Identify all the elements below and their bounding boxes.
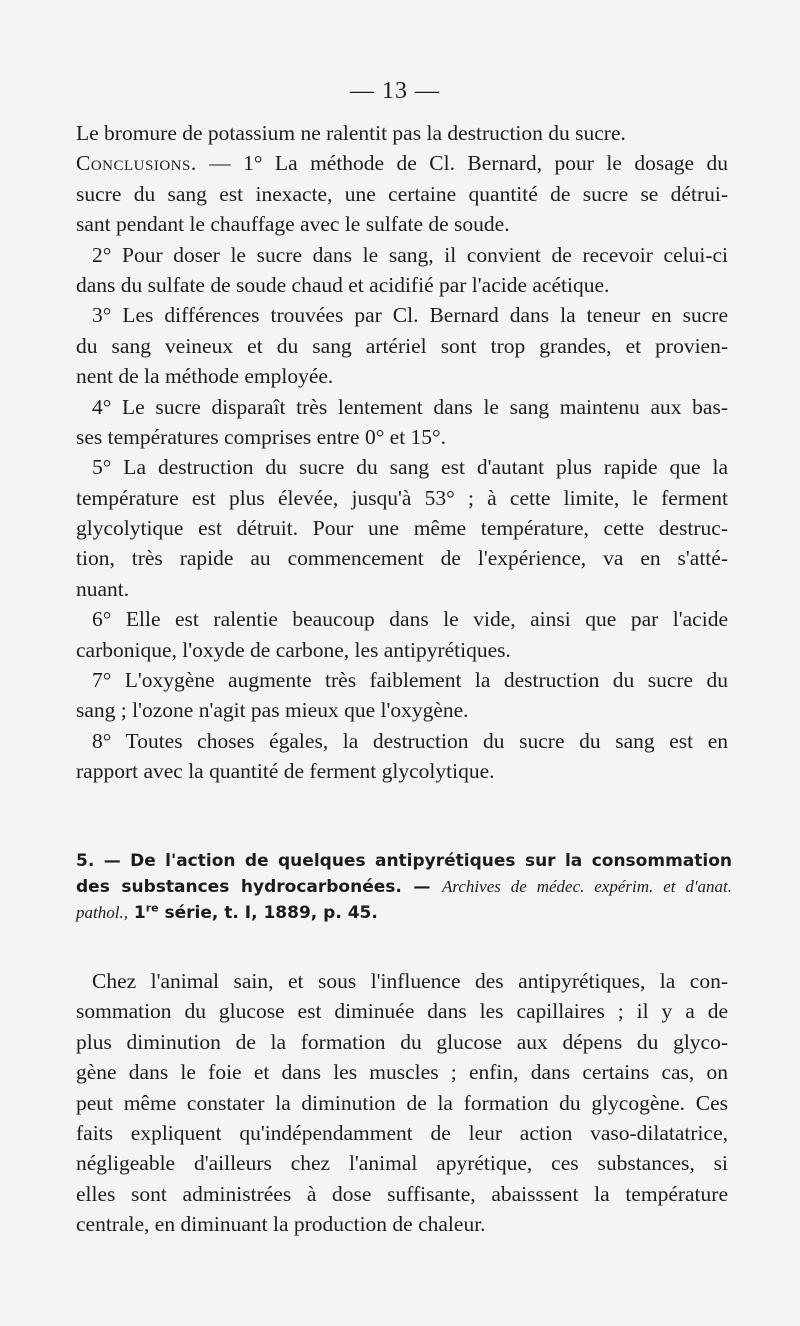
reference-series-info: série, t. I, 1889, p. 45. — [158, 903, 378, 923]
text-line: nuant. — [76, 576, 130, 601]
text-line: centrale, en diminuant la production de chaleur. — [76, 1212, 486, 1237]
text-line: rapport avec la quantité de ferment glycolytique. — [76, 759, 495, 784]
page-number: — 13 — — [350, 78, 440, 104]
text-line: tion, très rapide au commencement de l'expérience, va en s'atté- — [76, 546, 728, 571]
text-line: sucre du sang est inexacte, une certaine quantité de sucre se détrui- — [76, 181, 728, 206]
text-line: 2° Pour doser le sucre dans le sang, il convient de recevoir celui-ci — [92, 242, 728, 267]
abstract-paragraph — [76, 966, 728, 1240]
reference-title-line: 5. — De l'action de quelques antipyrétiques sur la consommation — [76, 851, 732, 871]
reference-journal-end: pathol., — [76, 903, 128, 922]
section-heading: Conclusions. — [76, 151, 197, 176]
reference-title-cont: des substances hydrocarbonées. — — [76, 877, 443, 897]
text-line: du sang veineux et du sang artériel sont trop grandes, et provien- — [76, 333, 728, 358]
text-line: dans du sulfate de soude chaud et acidifié par l'acide acétique. — [76, 272, 610, 297]
text-line: température est plus élevée, jusqu'à 53° ; à cette limite, le ferment — [76, 485, 728, 510]
reference-volume-line — [76, 900, 732, 926]
text-line: glycolytique est détruit. Pour une même température, cette destruc- — [76, 516, 728, 541]
reference-journal: Archives de médec. expérim. et d'anat. — [442, 877, 732, 896]
text-line: 5° La destruction du sucre du sang est d'autant plus rapide que la — [92, 455, 728, 480]
reference-series-sup: re — [145, 901, 159, 915]
text-line — [76, 148, 728, 178]
text-line: 6° Elle est ralentie beaucoup dans le vide, ainsi que par l'acide — [92, 607, 728, 632]
text-line: 7° L'oxygène augmente très faiblement la destruction du sucre du — [92, 668, 728, 693]
reference-source-line — [76, 874, 732, 900]
text-span: — 1° La méthode de Cl. Bernard, pour le dosage du — [196, 151, 728, 176]
text-line: elles sont administrées à dose suffisante, abaisssent la température — [76, 1181, 728, 1206]
text-line: 8° Toutes choses égales, la destruction du sucre du sang est en — [92, 728, 728, 753]
text-line: négligeable d'ailleurs chez l'animal apyrétique, ces substances, si — [76, 1151, 728, 1176]
text-line: faits expliquent qu'indépendamment de leur action vaso-dilatatrice, — [76, 1120, 728, 1145]
text-line: sommation du glucose est diminuée dans les capillaires ; il y a de — [76, 999, 728, 1024]
reference-series-num: 1 — [127, 903, 146, 923]
text-line: peut même constater la diminution de la formation du glycogène. Ces — [76, 1090, 728, 1115]
text-line: gène dans le foie et dans les muscles ; enfin, dans certains cas, on — [76, 1060, 728, 1085]
bibliographic-reference — [76, 848, 732, 926]
text-line: Le bromure de potassium ne ralentit pas la destruction du sucre. — [76, 121, 626, 145]
text-line: carbonique, l'oxyde de carbone, les antipyrétiques. — [76, 637, 511, 662]
text-line: Chez l'animal sain, et sous l'influence des antipyrétiques, la con- — [92, 969, 728, 993]
text-line: nent de la méthode employée. — [76, 364, 334, 389]
text-line: ses températures comprises entre 0° et 15°. — [76, 424, 447, 449]
text-line: 4° Le sucre disparaît très lentement dans le sang maintenu aux bas- — [92, 394, 728, 419]
text-line: sant pendant le chauffage avec le sulfate de soude. — [76, 212, 510, 237]
text-line: 3° Les différences trouvées par Cl. Bernard dans la teneur en sucre — [92, 303, 728, 328]
text-line: plus diminution de la formation du glucose aux dépens du glyco- — [76, 1029, 728, 1054]
text-line: sang ; l'ozone n'agit pas mieux que l'oxygène. — [76, 698, 469, 723]
conclusions-section — [76, 118, 728, 787]
